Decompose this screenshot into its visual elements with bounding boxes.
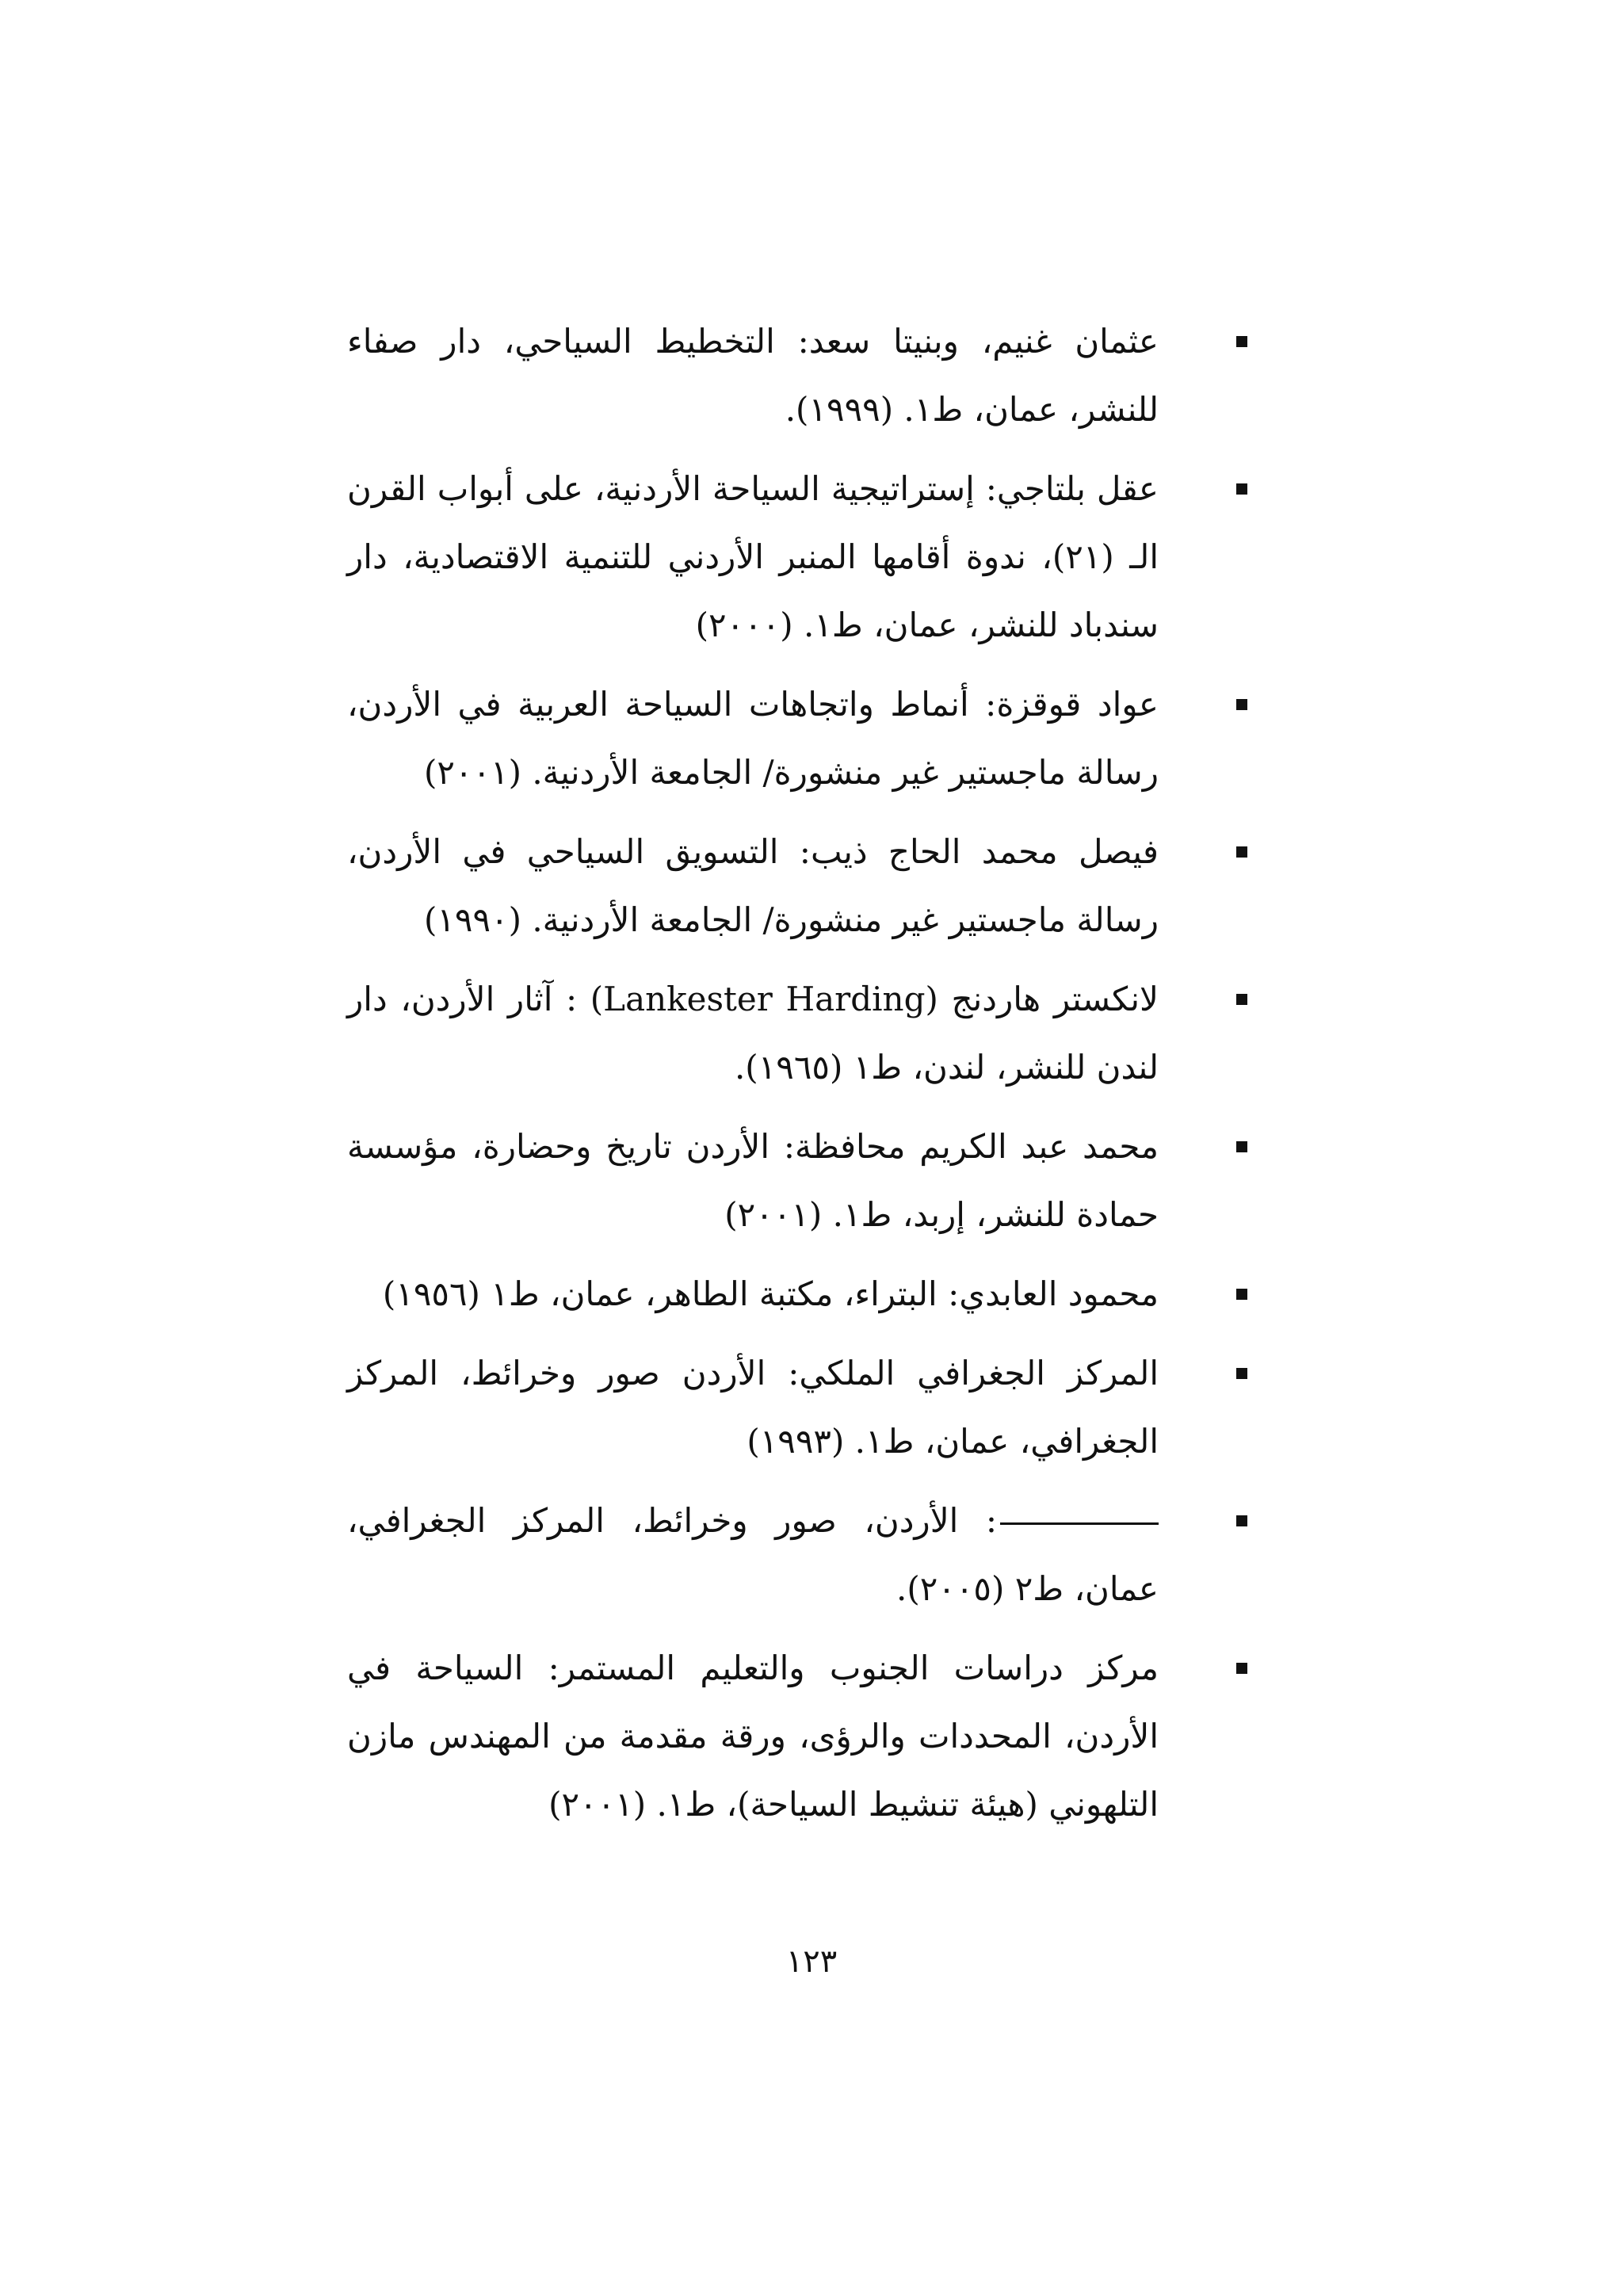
bibliography-list <box>347 308 1252 1850</box>
bibliography-entry <box>347 965 1252 1102</box>
bibliography-entry <box>347 1634 1252 1839</box>
square-bullet-icon <box>1236 994 1247 1005</box>
square-bullet-icon <box>1236 336 1247 347</box>
bibliography-entry-text: مركز دراسات الجنوب والتعليم المستمر: السياحة في الأردن، المحددات والرؤى، ورقة مقدمة من المهندس مازن التلهوني (هيئة تنشيط السياحة)، ط١. (٢٠٠١) <box>347 1648 1159 1824</box>
square-bullet-icon <box>1236 846 1247 858</box>
bibliography-entry-text: عقل بلتاجي: إستراتيجية السياحة الأردنية، على أبواب القرن الـ (٢١)، ندوة أقامها المنبر الأردني للتنمية الاقتصادية، دار سندباد للنشر، عمان، ط١. (٢٠٠٠) <box>347 469 1159 644</box>
square-bullet-icon <box>1236 483 1247 495</box>
bibliography-entry <box>347 1260 1252 1328</box>
repeated-author-dash <box>1000 1522 1159 1525</box>
square-bullet-icon <box>1236 1141 1247 1152</box>
bibliography-entry <box>347 1113 1252 1249</box>
bibliography-entry-text: فيصل محمد الحاج ذيب: التسويق السياحي في الأردن، رسالة ماجستير غير منشورة/ الجامعة الأردنية. (١٩٩٠) <box>347 832 1159 939</box>
square-bullet-icon <box>1236 699 1247 710</box>
bibliography-entry <box>347 455 1252 659</box>
bibliography-entry-text: لانكستر هاردنج (Lankester Harding) : آثار الأردن، دار لندن للنشر، لندن، ط١ (١٩٦٥). <box>347 980 1159 1087</box>
square-bullet-icon <box>1236 1663 1247 1674</box>
bibliography-entry-text: : الأردن، صور وخرائط، المركز الجغرافي، عمان، ط٢ (٢٠٠٥). <box>347 1501 1159 1608</box>
page-number: ١٢٣ <box>785 1943 838 1980</box>
bibliography-entry <box>347 308 1252 444</box>
bibliography-entry <box>347 670 1252 807</box>
bibliography-entry <box>347 1339 1252 1476</box>
bibliography-entry-text: عثمان غنيم، وبنيتا سعد: التخطيط السياحي، دار صفاء للنشر، عمان، ط١. (١٩٩٩). <box>347 322 1159 429</box>
bibliography-entry <box>347 818 1252 954</box>
bibliography-entry <box>347 1487 1252 1623</box>
square-bullet-icon <box>1236 1289 1247 1300</box>
bibliography-entry-text: محمد عبد الكريم محافظة: الأردن تاريخ وحضارة، مؤسسة حمادة للنشر، إربد، ط١. (٢٠٠١) <box>347 1127 1159 1234</box>
square-bullet-icon <box>1236 1368 1247 1379</box>
bibliography-entry-text: عواد قوقزة: أنماط واتجاهات السياحة العربية في الأردن، رسالة ماجستير غير منشورة/ الجامعة الأردنية. (٢٠٠١) <box>347 685 1159 792</box>
bibliography-entry-text: المركز الجغرافي الملكي: الأردن صور وخرائط، المركز الجغرافي، عمان، ط١. (١٩٩٣) <box>347 1354 1159 1461</box>
bibliography-entry-text: محمود العابدي: البتراء، مكتبة الطاهر، عمان، ط١ (١٩٥٦) <box>382 1274 1159 1313</box>
square-bullet-icon <box>1236 1515 1247 1526</box>
